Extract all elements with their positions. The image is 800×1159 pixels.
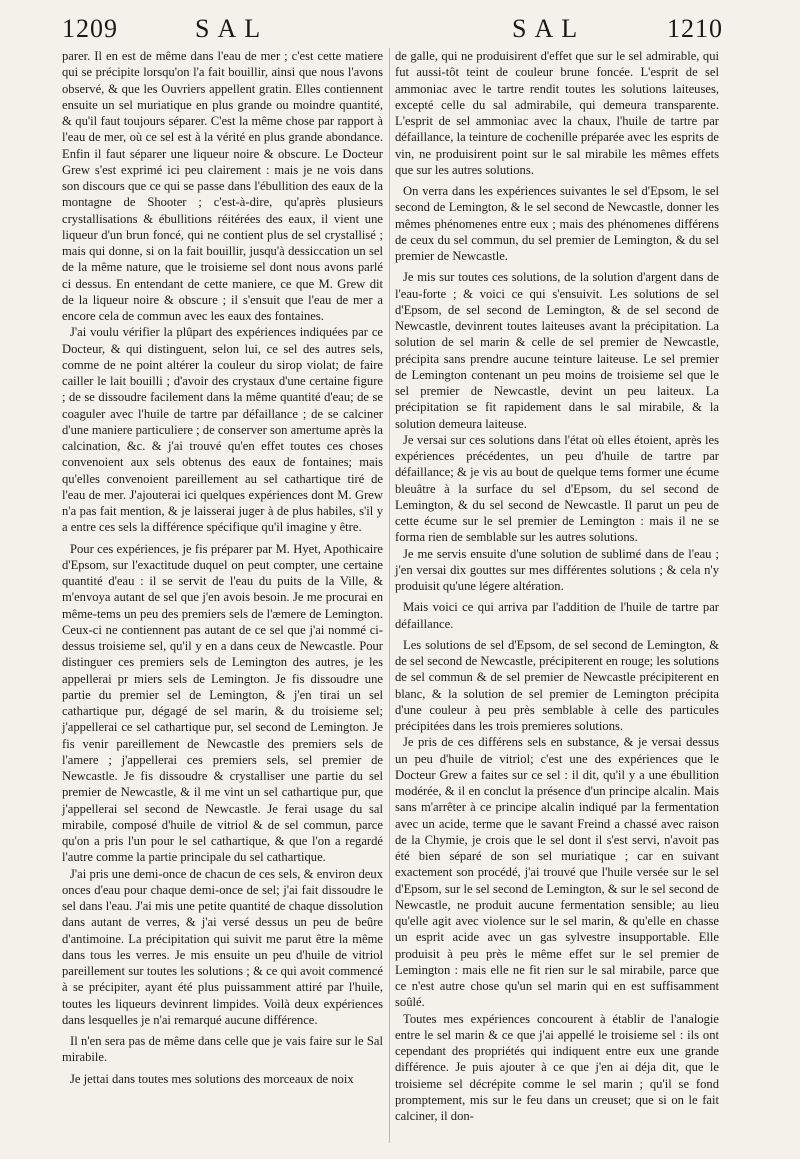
paragraph: J'ai voulu vérifier la plûpart des expériences indiquées par ce Docteur, & qui distinguent, selon lui, ce sel des autres sels, comme de ne point altérer la couleur du sirop violat; de faire cailler le lait bouilli ; d'avoir des crystaux d'une certaine figure ; de se dissoudre facilement dans la même quantité d'eau; de se coaguler avec l'huile de tartre par défaillance ; de se calciner d'une maniere particuliere ; de conserver son amertume après la calcination, &c. & j'ai trouvé qu'en effet toutes ces choses convenoient aux sels obtenus des eaux de fontaines; mais qu'elles convenoient pareillement au sel cathartique tiré de l'eau de mer. J'ajouterai ici quelques expériences dont M. Grew n'a pas fait mention, & je laisserai juger à de plus habiles, s'il y a entre ces sels la différence spécifique qu'il imagine y être.: [62, 325, 383, 535]
paragraph: Je pris de ces différens sels en substance, & je versai dessus un peu d'huile de vitriol; c'est une des expériences que le Docteur Grew a faites sur ce sel : il dit, qu'il y a une ébullition modérée, & il en conclut la présence d'un principe alcalin. Mais sans m'arrêter à ce principe alcalin indiqué par la fermentation avec un acide, terme que le savant Freind a chassé avec raison de la Chymie, je crois que le sel dont il s'est servi, n'avoit pas été bien séparé de son sel muriatique ; car en suivant exactement son procédé, j'ai trouvé que l'huile versée sur le sel d'Epsom, sur le sel second de Lemington, & sur le sel second de Newcastle, ne produit aucune fermentation sensible; au lieu qu'elle agit avec violence sur le sel marin, & qu'elle en chasse un esprit acide avec un gas sylvestre insupportable. Elle produisit à peu près le même effet sur le sel premier de Lemington : mais elle ne fit rien sur le sal mirabile, parce que ce n'est autre chose qu'un sel marin qui en est suffisamment soûlé.: [395, 735, 719, 1010]
paragraph: Toutes mes expériences concourent à établir de l'analogie entre le sel marin & ce que j'ai appellé le troisieme sel : ils ont cependant des propriétés qui indiquent entre eux une grande différence. Je puis ajouter à ce que j'en ai déja dit, que le troisieme sel décrépite comme le sel marin ; qu'il se fond promptement, mis sur le feu dans un creuset; que si on le fait calciner, il don-: [395, 1011, 719, 1123]
paragraph: Les solutions de sel d'Epsom, de sel second de Lemington, & de sel second de Newcastle, précipiterent en rouge; les solutions de sel commun & de sel premier de Newcastle précipiterent en blanc, & la solution de sel premier de Lemington précipita d'une couleur à peu près semblable à celle des particules précipitées dans les trois premieres solutions.: [395, 637, 719, 733]
paragraph: Je versai sur ces solutions dans l'état où elles étoient, après les expériences précédentes, un peu d'huile de tartre par défaillance; & je vis au bout de quelque tems former une écume bleuâtre à la surface du sel d'Epsom, du sel second de Lemington, & du sel second de Newcastle. Il parut un peu de cette écume sur le sel premier de Lemington : mais il ne se forma rien de semblable sur les autres solutions.: [395, 432, 719, 545]
left-running-head: SAL: [195, 14, 269, 43]
left-column: [62, 48, 383, 1087]
right-running-head: SAL: [512, 14, 586, 43]
paragraph: Pour ces expériences, je fis préparer par M. Hyet, Apothicaire d'Epsom, sur l'exactitude duquel on peut compter, une certaine quantité d'eau : il se servit de l'eau du puits de la Ville, & m'envoya autant de sel que j'en avois besoin. Je me procurai en même-tems un peu des premiers sels de l'æmere de Lemington. Ceux-ci ne contiennent pas autant de ce sel que j'ai nommé ci-dessus troisieme sel, qu'il y en a dans ceux de Newcastle. Pour distinguer ces premiers sels de Lemington des autres, je les appellerai pr miers sels de Lemington. Je fis dissoudre une partie du premier sel de Lemington, & j'en tirai un sel cathartique pur, dégagé de sel marin, & du troisieme sel; j'appellerai ce sel cathartique pur, sel second de Lemington. Je fis venir pareillement de Newcastle des premiers sels de l'amere ; j'appellerai ces premiers sels, sel premier de Newcastle. Je fis dissoudre & crystalliser une partie du sel premier de Newcastle, & il me vint un sel cathartique pur, que j'appellerai sel second de Newcastle. Je ferai usage du sal mirabile, composé d'huile de vitriol & de sel commun, parce qu'on a pris l'un pour le sel cathartique, & que l'on a regardé l'autre comme la partie principale du sel cathartique.: [62, 541, 383, 865]
right-page-number: 1210: [667, 14, 723, 43]
paragraph: J'ai pris une demi-once de chacun de ces sels, & environ deux onces d'eau pour chaque demi-once de sel; j'ai fait dissoudre le sel dans l'eau. J'ai mis une petite quantité de chaque dissolution dans autant de verres, & j'ai versé dessus un peu de beûre d'antimoine. La précipitation qui suivit me parut être la même dans tous les verres. Je mis ensuite un peu d'huile de vitriol pareillement sur toutes les solutions ; & ce qui avoit commencé à se précipiter, ayant été plus puissamment attiré par l'huile, toutes les liqueurs devinrent limpides. Voilà deux expériences dans lesquelles je n'ai remarqué aucune différence.: [62, 866, 383, 1027]
paragraph: parer. Il en est de même dans l'eau de mer ; c'est cette matiere qui se précipite lorsqu'on l'a fait bouillir, ainsi que nous l'avons observé, & que les Ouvriers appellent gratin. Elles contiennent ensuite un sel muriatique en plus grande ou moindre quantité, & qu'il faut toujours séparer. C'est la même chose par rapport à l'eau de mer, où ce sel est à la vérité en plus grande abondance. Enfin il faut séparer une liqueur noire & obscure. Le Docteur Grew s'est exprimé ici peu clairement : mais je ne vois dans son discours que ce qui se passe dans l'ébullition des eaux de la montagne de Shooter ; c'est-à-dire, qu'après plusieurs crystallisations & ébullitions réitérées des eaux, il vient une liqueur d'un brun foncé, qui ne contient plus de sel crystallisé ; mais qui donne, si on la fait bouillir, jusqu'à dessiccation un sel de la même nature, que le troisieme sel dont nous avons parlé ci dessus. En entendant de cette maniere, ce que M. Grew dit de la liqueur noire & obscure ; il s'ensuit que l'eau de mer a encore cela de commun avec les eaux des fontaines.: [62, 49, 383, 323]
paragraph: Je mis sur toutes ces solutions, de la solution d'argent dans de l'eau-forte ; & voici ce qui s'ensuivit. Les solutions de sel d'Epsom, de sel second de Lemington, & de sel second de Newcastle, devinrent toutes laiteuses avant la précipitation. La solution de sel marin & celle de sel premier de Newcastle, précipita sans prendre aucune teinture laiteuse. Le sel premier de Lemington contenant un peu moins de troisieme sel que le sel premier de Newcastle, devint un peu laiteux. La précipitation se fit rapidement dans le sal mirabile, & la solution demeura laiteuse.: [395, 270, 719, 431]
paragraph: Je me servis ensuite d'une solution de sublimé dans de l'eau ; j'en versai dix gouttes sur mes différentes solutions ; & cela n'y produisit qu'une légere altération.: [395, 546, 719, 593]
paragraph: On verra dans les expériences suivantes le sel d'Epsom, le sel second de Lemington, & le sel second de Newcastle, donner les mêmes phénomenes entre eux ; mais des phénomenes différens de ceux du sel commun, du sel premier de Lemington, & du sel premier de Newcastle.: [395, 184, 719, 263]
paragraph: de galle, qui ne produisirent d'effet que sur le sel admirable, qui fut aussi-tôt teint de couleur brune foncée. L'esprit de sel ammoniac avec le tartre rendit toutes les solutions laiteuses, excepté celle du sal admirabile, qui demeura transparente. L'esprit de sel ammoniac avec la chaux, l'huile de tartre par défaillance, la teinture de cochenille préparée avec les esprits de vin, ne produisirent point sur le sal mirabile les mêmes effets que sur les autres solutions.: [395, 49, 719, 177]
left-page-number: 1209: [62, 14, 118, 43]
paragraph: Il n'en sera pas de même dans celle que je vais faire sur le Sal mirabile.: [62, 1034, 383, 1065]
paragraph: Mais voici ce qui arriva par l'addition de l'huile de tartre par défaillance.: [395, 600, 719, 631]
right-column: [395, 48, 719, 1124]
paragraph: Je jettai dans toutes mes solutions des morceaux de noix: [70, 1071, 354, 1086]
column-divider: [389, 48, 390, 1143]
